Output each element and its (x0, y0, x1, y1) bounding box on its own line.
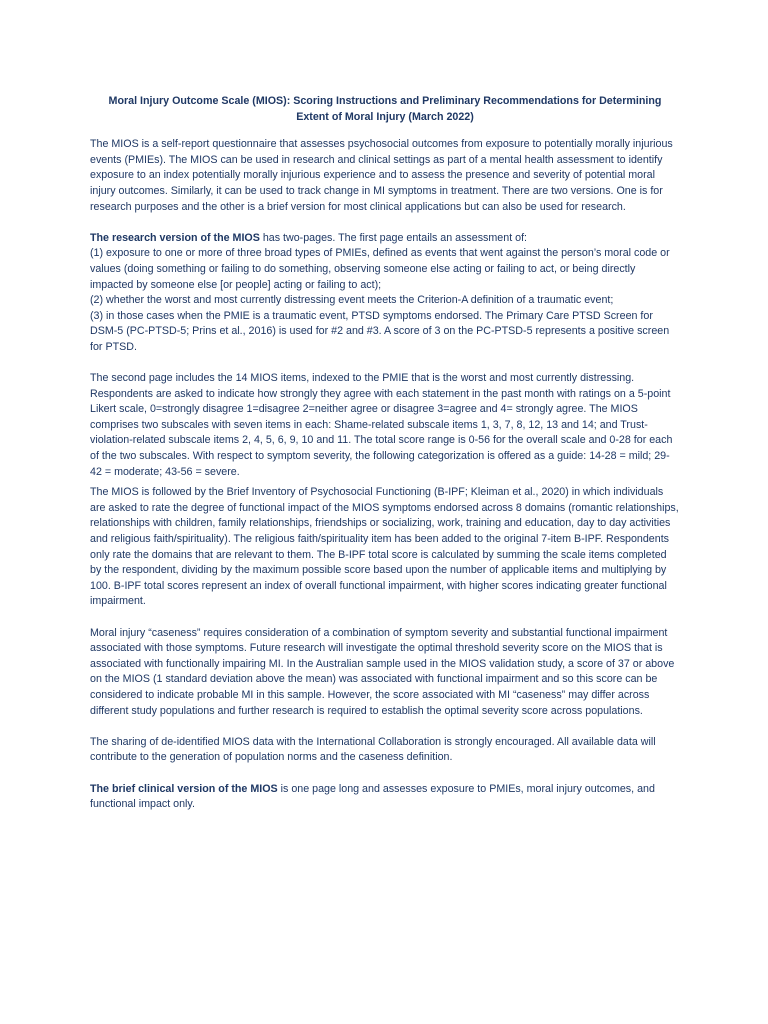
brief-version-paragraph (90, 782, 680, 813)
research-heading: The research version of the MIOS (90, 231, 260, 244)
research-lead-paragraph (90, 231, 680, 247)
research-lead: has two-pages. The first page entails an assessment of: (259, 231, 528, 244)
intro-paragraph: The MIOS is a self-report questionnaire that assesses psychosocial outcomes from exposure to potentially morally injurious events (PMIEs). The MIOS can be used in research and clinical settings as part of a mental health assessment to identify exposure to an index potentially morally injurious experience and to assess the presence and severity of potential moral injury outcomes. Similarly, it can be used to track change in MI symptoms in treatment. There are two versions. One is for research purposes and the other is a brief version for most clinical applications but can also be used for research. (90, 138, 673, 213)
title-line-2: Extent of Moral Injury (March 2022) (296, 110, 474, 123)
second-page-paragraph: The second page includes the 14 MIOS items, indexed to the PMIE that is the worst and most currently distressing. Respondents are asked to indicate how strongly they agree with each statement in the past month with ratings on a 5-point Likert scale, 0=strongly disagree 1=disagree 2=neither agree or disagree 3=agree and 4= strongly agree. The MIOS comprises two subscales with seven items in each: Shame-related subscale items 1, 3, 7, 8, 12, 13 and 14; and Trust-violation-related subscale items 2, 4, 5, 6, 9, 10 and 11. The total score range is 0-56 for the overall scale and 0-28 for each of the two subscales. With respect to symptom severity, the following categorization is offered as a guide: 14-28 = mild; 29-42 = moderate; 43-56 = severe. (90, 372, 673, 478)
research-version-section (90, 231, 680, 356)
bipf-paragraph: The MIOS is followed by the Brief Inventory of Psychosocial Functioning (B-IPF; Kleiman et al., 2020) in which individuals are asked to rate the degree of functional impact of the MIOS symptoms endorsed across 8 domains (romantic relationships, relationships with children, family relationships, friendships or socializing, work, training and education, day to day activities and religious faith/spirituality). The religious faith/spirituality item has been added to the original 7-item B-IPF. Respondents only rate the domains that are relevant to them. The B-IPF total score is calculated by summing the scale items completed by the respondent, dividing by the maximum possible score based upon the number of applicable items and multiplying by 100. B-IPF total scores represent an index of overall functional impairment, with higher scores indicating greater functional impairment. (90, 486, 679, 608)
document-title (90, 94, 680, 125)
sharing-paragraph: The sharing of de-identified MIOS data with the International Collaboration is strongly encouraged. All available data will contribute to the generation of population norms and the caseness definition. (90, 735, 656, 764)
title-line-1: Moral Injury Outcome Scale (MIOS): Scoring Instructions and Preliminary Recommendations for Determining (108, 95, 662, 107)
brief-text: is one page long and assesses exposure to PMIEs, moral injury outcomes, and functional impact only. (90, 782, 655, 811)
brief-heading: The brief clinical version of the MIOS (90, 782, 278, 795)
research-item-2: (2) whether the worst and most currently distressing event meets the Criterion-A definition of a traumatic event; (90, 294, 614, 307)
document-page (90, 94, 680, 813)
research-item-1: (1) exposure to one or more of three broad types of PMIEs, defined as events that went against the person’s moral code or values (doing something or failing to do something, observing someone else acting or failing to act, or being directly impacted by someone else [or people] acting or failing to act); (90, 247, 670, 291)
caseness-paragraph: Moral injury “caseness” requires consideration of a combination of symptom severity and substantial functional impairment associated with those symptoms. Future research will investigate the optimal threshold severity score on the MIOS that is associated with functionally impairing MI. In the Australian sample used in the MIOS validation study, a score of 37 or above on the MIOS (1 standard deviation above the mean) was associated with functional impairment and so this score can be considered to indicate probable MI in this sample. However, the score associated with MI “caseness” may differ across different study populations and further research is required to establish the optimal severity score across populations. (90, 626, 675, 717)
research-item-3: (3) in those cases when the PMIE is a traumatic event, PTSD symptoms endorsed. The Primary Care PTSD Screen for DSM-5 (PC-PTSD-5; Prins et al., 2016) is used for #2 and #3. A score of 3 on the PC-PTSD-5 represents a positive screen for PTSD. (90, 309, 670, 353)
